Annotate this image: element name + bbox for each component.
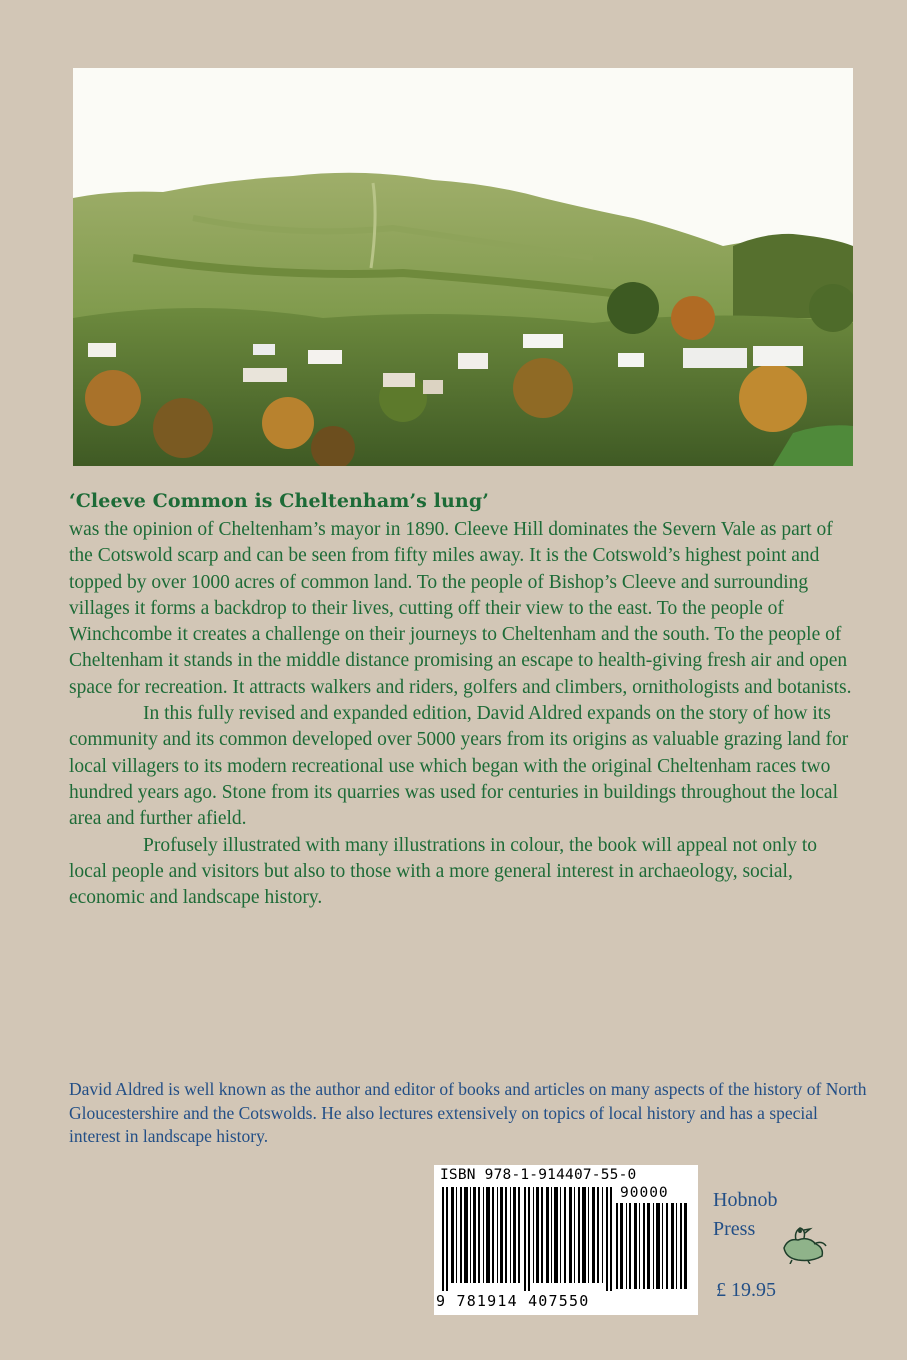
price-code: 90000 bbox=[620, 1185, 669, 1201]
price: £ 19.95 bbox=[716, 1279, 776, 1301]
cover-photo bbox=[73, 68, 853, 466]
hobnob-bird-logo-icon bbox=[778, 1218, 830, 1264]
addon-barcode-bars bbox=[616, 1203, 692, 1289]
blurb-body bbox=[69, 517, 859, 911]
publisher-line-1: Hobnob bbox=[713, 1189, 778, 1211]
isbn-label: ISBN 978-1-914407-55-0 bbox=[440, 1167, 637, 1183]
publisher-name bbox=[713, 1186, 777, 1244]
blurb-paragraph-2: In this fully revised and expanded edition, David Aldred expands on the story of how its community and its common developed over 5000 years from its origins as valuable grazing land for local villagers to its modern recreational use which began with the original Cheltenham races two hundred years ago. Stone from its quarries was used for centuries in buildings throughout the local area and further afield. bbox=[69, 703, 849, 830]
blurb-paragraph-1: was the opinion of Cheltenham’s mayor in 1890. Cleeve Hill dominates the Severn Vale as part of the Cotswold scarp and can be seen from fifty miles away. It is the Cotswold’s highest point and topped by over 1000 acres of common land. To the people of Bishop’s Cleeve and surrounding villages it forms a backdrop to their lives, cutting off their view to the east. To the people of Winchcombe it creates a challenge on their journeys to Cheltenham and the south. To the people of Cheltenham it stands in the middle distance promising an escape to health-giving fresh air and open space for recreation. It attracts walkers and riders, golfers and climbers, ornithologists and botanists. bbox=[69, 519, 852, 698]
ean-barcode-bars bbox=[442, 1187, 614, 1291]
isbn-barcode bbox=[434, 1165, 698, 1315]
publisher-line-2: Press bbox=[713, 1218, 756, 1240]
ean-digits: 9 781914 407550 bbox=[436, 1292, 590, 1310]
blurb-title: ‘Cleeve Common is Cheltenham’s lung’ bbox=[69, 490, 489, 512]
author-bio: David Aldred is well known as the author and editor of books and articles on many aspects of the history of North Gloucestershire and the Cotswolds. He also lectures extensively on topics of local history and has a special interest in landscape history. bbox=[69, 1079, 867, 1146]
blurb-paragraph-3: Profusely illustrated with many illustrations in colour, the book will appeal not only to local people and visitors but also to those with a more general interest in archaeology, social, economic and landscape history. bbox=[69, 834, 818, 909]
